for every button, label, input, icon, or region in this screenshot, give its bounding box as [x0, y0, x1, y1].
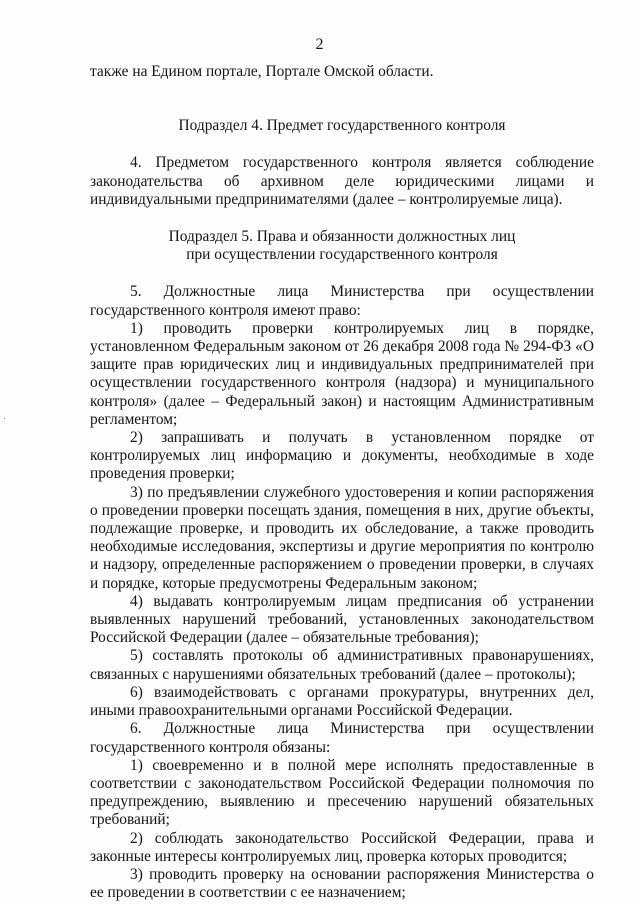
item-6-3-paragraph: 3) проводить проверку на основании распоряжения Министерства о ее проведении в соответствии с ее назначением; — [90, 865, 594, 902]
spacer — [90, 209, 594, 228]
document-body — [90, 63, 594, 902]
item-5-1-paragraph: 1) проводить проверки контролируемых лиц в порядке, установленном Федеральным законом от 26 декабря 2008 года № 294-ФЗ «О защите прав юридических лиц и индивидуальных предпринимателей при осуществлении государственного контроля (надзора) и муниципального контроля» (далее – Федеральный закон) и настоящим Административным регламентом; — [90, 319, 594, 428]
subsection-5-heading-line-1: Подраздел 5. Права и обязанности должностных лиц — [168, 228, 516, 246]
scan-speck — [4, 418, 5, 419]
spacer — [90, 135, 594, 154]
subsection-5-heading-line-2: при осуществлении государственного контроля — [186, 246, 498, 264]
intro-tail-paragraph: также на Едином портале, Портале Омской области. — [90, 63, 434, 80]
item-6-1-paragraph: 1) своевременно и в полной мере исполнять предоставленные в соответствии с законодательством Российской Федерации полномочия по предупреждению, выявлению и пресечению нарушений обязательных требований; — [90, 756, 594, 829]
item-5-5-paragraph: 5) составлять протоколы об административных правонарушениях, связанных с нарушениями обязательных требований (далее – протоколы); — [90, 647, 594, 683]
spacer — [90, 264, 594, 283]
item-5-3-paragraph: 3) по предъявлении служебного удостоверения и копии распоряжения о проведении проверки посещать здания, помещения в них, другие объекты, подлежащие проверке, и проводить их обследование, а также проводить необходимые исследования, экспертизы и другие мероприятия по контролю и надзору, определенные распоряжением о проведении проверки, в случаях и порядке, которые предусмотрены Федеральным законом; — [90, 483, 594, 592]
item-5-paragraph: 5. Должностные лица Министерства при осуществлении государственного контроля имеют право: — [90, 283, 594, 319]
page-number: 2 — [315, 36, 324, 53]
spacer — [90, 81, 594, 117]
item-5-6-paragraph: 6) взаимодействовать с органами прокуратуры, внутренних дел, иными правоохранительными органами Российской Федерации. — [90, 683, 594, 720]
item-6-paragraph: 6. Должностные лица Министерства при осуществлении государственного контроля обязаны: — [90, 720, 594, 756]
item-4-paragraph: 4. Предметом государственного контроля является соблюдение законодательства об архивном деле юридическими лицами и индивидуальными предпринимателями (далее – контролируемые лица). — [90, 154, 594, 208]
subsection-4-heading: Подраздел 4. Предмет государственного контроля — [178, 117, 506, 135]
item-5-4-paragraph: 4) выдавать контролируемым лицам предписания об устранении выявленных нарушений требований, установленных законодательством Российской Федерации (далее – обязательные требования); — [90, 592, 594, 647]
item-6-2-paragraph: 2) соблюдать законодательство Российской Федерации, права и законные интересы контролируемых лиц, проверка которых проводится; — [90, 829, 594, 865]
item-5-2-paragraph: 2) запрашивать и получать в установленном порядке от контролируемых лиц информацию и документы, необходимые в ходе проведения проверки; — [90, 429, 594, 483]
